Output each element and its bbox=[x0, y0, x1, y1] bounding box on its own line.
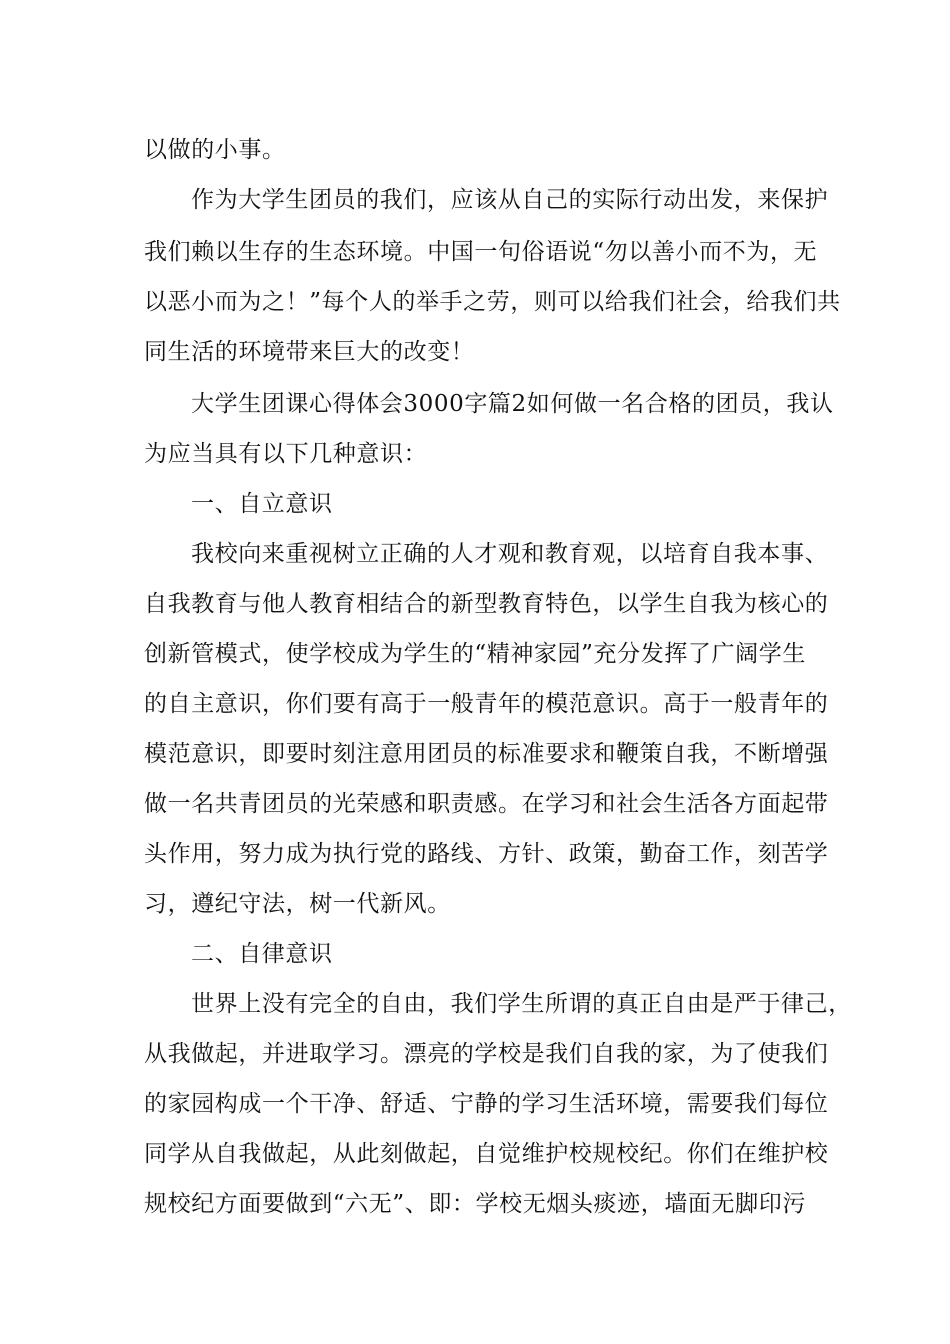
text-line: 大学生团课心得体会3000字篇2如何做一名合格的团员，我认 bbox=[191, 391, 834, 417]
text-line: 我们赖以生存的生态环境。中国一句俗语说“勿以善小而不为，无 bbox=[144, 239, 818, 265]
text-line: 世界上没有完全的自由，我们学生所谓的真正自由是严于律己， bbox=[191, 991, 852, 1017]
section-heading: 二、自律意识 bbox=[191, 941, 333, 967]
text-line: 自我教育与他人教育相结合的新型教育特色，以学生自我为核心的 bbox=[144, 591, 829, 617]
text-line: 同学从自我做起，从此刻做起，自觉维护校规校纪。你们在维护校 bbox=[144, 1141, 829, 1167]
text-line: 作为大学生团员的我们，应该从自己的实际行动出发，来保护 bbox=[191, 187, 829, 213]
section-heading: 一、自立意识 bbox=[191, 491, 333, 517]
text-line: 以做的小事。 bbox=[144, 137, 286, 163]
text-line: 做一名共青团员的光荣感和职责感。在学习和社会生活各方面起带 bbox=[144, 791, 829, 817]
text-line: 的自主意识，你们要有高于一般青年的模范意识。高于一般青年的 bbox=[144, 691, 829, 717]
text-line: 创新管模式，使学校成为学生的“精神家园”充分发挥了广阔学生 bbox=[144, 641, 806, 667]
text-line: 为应当具有以下几种意识： bbox=[144, 441, 428, 467]
text-line: 从我做起，并进取学习。漂亮的学校是我们自我的家，为了使我们 bbox=[144, 1041, 829, 1067]
text-line: 规校纪方面要做到“六无”、即：学校无烟头痰迹，墙面无脚印污 bbox=[144, 1191, 806, 1217]
text-line: 习，遵纪守法，树一代新风。 bbox=[144, 891, 451, 917]
text-line: 头作用，努力成为执行党的路线、方针、政策，勤奋工作，刻苦学 bbox=[144, 841, 829, 867]
text-line: 同生活的环境带来巨大的改变！ bbox=[144, 339, 475, 365]
text-line: 模范意识，即要时刻注意用团员的标准要求和鞭策自我，不断增强 bbox=[144, 741, 829, 767]
text-line: 我校向来重视树立正确的人才观和教育观，以培育自我本事、 bbox=[191, 541, 829, 567]
text-line: 以恶小而为之！”每个人的举手之劳，则可以给我们社会，给我们共 bbox=[144, 289, 841, 315]
text-line: 的家园构成一个干净、舒适、宁静的学习生活环境，需要我们每位 bbox=[144, 1091, 829, 1117]
